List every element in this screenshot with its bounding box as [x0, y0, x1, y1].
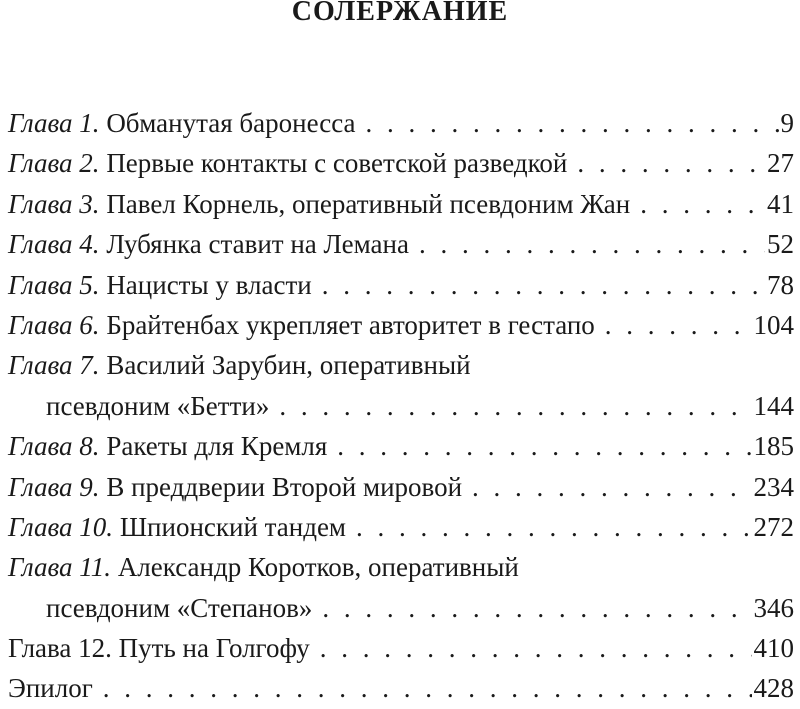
dot-leader: [103, 668, 752, 708]
chapter-label: Глава 9.: [8, 471, 100, 502]
table-of-contents: [8, 103, 794, 709]
dot-leader: [322, 265, 765, 305]
chapter-title-continuation: псевдоним «Степанов»: [46, 592, 313, 623]
chapter-title: Лубянка ставит на Лемана: [106, 229, 409, 260]
toc-entry-chapter-4[interactable]: [8, 224, 794, 264]
chapter-label: Глава 6.: [8, 309, 100, 340]
toc-entry-chapter-8[interactable]: [8, 426, 794, 466]
toc-entry-chapter-3[interactable]: [8, 184, 794, 224]
page-number: 410: [753, 633, 794, 664]
chapter-label: Глава 8.: [8, 431, 100, 462]
page-number: 52: [767, 229, 794, 260]
toc-title: СОЛЕРЖАНИЕ: [291, 0, 509, 27]
page-number: 41: [767, 188, 794, 219]
dot-leader: [356, 507, 751, 547]
chapter-title: Обманутая баронесса: [106, 108, 356, 138]
page-number: 428: [753, 673, 794, 704]
chapter-title-continuation: псевдоним «Бетти»: [46, 390, 270, 421]
chapter-label: Глава 10.: [8, 511, 114, 542]
dot-leader: [337, 426, 751, 466]
dot-leader: [577, 143, 765, 183]
chapter-label: Глава 2.: [8, 148, 100, 179]
toc-entry-chapter-7[interactable]: [8, 345, 794, 426]
chapter-title: Эпилог: [8, 673, 93, 704]
chapter-label: Глава 7.: [8, 350, 100, 381]
toc-entry-epilogue[interactable]: [8, 668, 794, 708]
chapter-title: Александр Коротков, оперативный: [117, 552, 519, 583]
toc-entry-chapter-12[interactable]: [8, 628, 794, 668]
dot-leader: [322, 588, 751, 628]
toc-entry-chapter-9[interactable]: [8, 467, 794, 507]
toc-entry-chapter-11[interactable]: [8, 547, 794, 628]
chapter-title: Нацисты у власти: [106, 269, 312, 300]
chapter-title: Василий Зарубин, оперативный: [106, 350, 471, 381]
chapter-title: В преддверии Второй мировой: [106, 471, 463, 502]
chapter-title: Первые контакты с советской разведкой: [106, 148, 568, 179]
chapter-title: Ракеты для Кремля: [106, 431, 328, 462]
page-number: 78: [767, 269, 794, 300]
toc-entry-chapter-6[interactable]: [8, 305, 794, 345]
dot-leader: [320, 628, 752, 668]
chapter-label: Глава 1.: [8, 108, 100, 138]
chapter-label: Глава 3.: [8, 188, 100, 219]
chapter-label: Глава 5.: [8, 269, 100, 300]
toc-entry-chapter-1[interactable]: [8, 103, 794, 143]
page-number: 272: [753, 511, 794, 542]
chapter-label: Глава 11.: [8, 552, 112, 583]
toc-entry-chapter-2[interactable]: [8, 143, 794, 183]
dot-leader: [419, 224, 765, 264]
toc-entry-chapter-5[interactable]: [8, 265, 794, 305]
page-number: 9: [780, 108, 794, 138]
chapter-title: Глава 12. Путь на Голгофу: [8, 633, 310, 664]
dot-leader: [279, 386, 751, 426]
dot-leader: [472, 467, 751, 507]
page-number: 185: [753, 431, 794, 462]
chapter-title: Шпионский тандем: [119, 511, 347, 542]
page-number: 346: [753, 592, 794, 623]
chapter-title: Павел Корнель, оперативный псевдоним Жан: [106, 188, 631, 219]
page-number: 234: [753, 471, 794, 502]
chapter-title: Брайтенбах укрепляет авторитет в гестапо: [106, 309, 595, 340]
dot-leader: [640, 184, 765, 224]
dot-leader: [366, 103, 779, 143]
page-number: 104: [753, 309, 794, 340]
chapter-label: Глава 4.: [8, 229, 100, 260]
page-number: 144: [753, 390, 794, 421]
page-number: 27: [767, 148, 794, 179]
dot-leader: [605, 305, 752, 345]
toc-entry-chapter-10[interactable]: [8, 507, 794, 547]
